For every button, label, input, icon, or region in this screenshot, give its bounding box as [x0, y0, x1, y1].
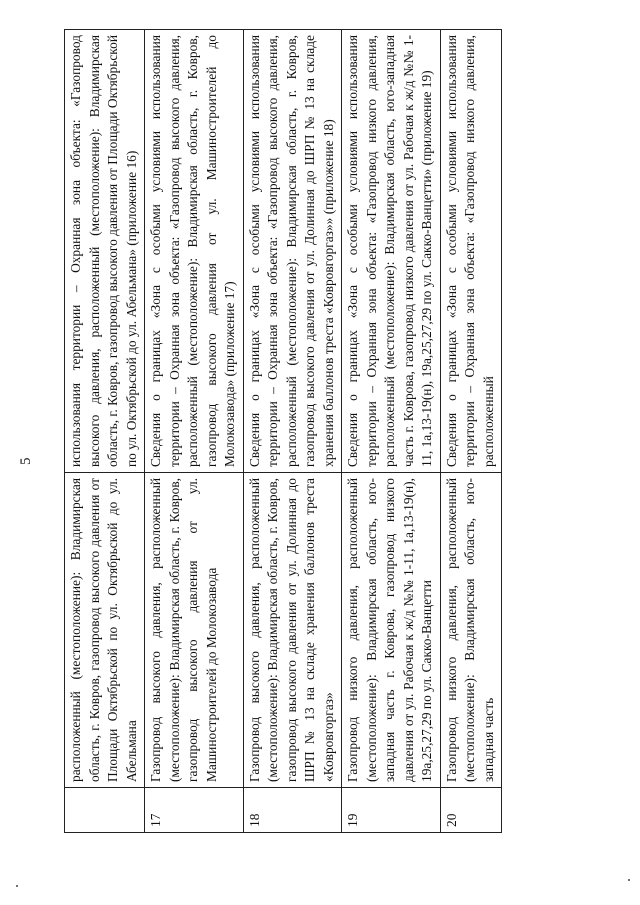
table-row — [440, 30, 502, 833]
object-description: расположенный (местоположение): Владимирская область, г. Ковров, газопровод высокого давления от Площади Октябрьской по ул. Октябрьской до ул. Абельмана — [65, 473, 145, 788]
object-description: Газопровод высокого давления, расположенный (местоположение): Владимирская область, г. Ковров, газопровод высокого давления от ул. Долинная до ШРП № 13 на складе хранения баллонов треста «Ковровгоргаз» — [243, 473, 342, 788]
row-number — [65, 788, 145, 833]
zone-information: Сведения о границах «Зона с особыми условиями использования территории – Охранная зона объекта: «Газопровод высокого давления, расположенный (местоположение): Владимирская область, г. Ковров, газопровод высокого давления от ул. Машиностроителей до Молокозавода» (приложение 17) — [145, 30, 244, 473]
object-description: Газопровод низкого давления, расположенный (местоположение): Владимирская область, юго-западная часть г. Коврова, газопровод низкого давления от ул. Рабочая к ж/д №№ 1-11, 1а,13-19(н), 19а,25,27,29 по ул. Сакко-Ванцетти — [342, 473, 441, 788]
zone-information: Сведения о границах «Зона с особыми условиями использования территории – Охранная зона объекта: «Газопровод низкого давления, расположенный — [440, 30, 502, 473]
row-number: 17 — [145, 788, 244, 833]
row-number: 19 — [342, 788, 441, 833]
object-description: Газопровод низкого давления, расположенный (местоположение): Владимирская область, юго-западная часть — [440, 473, 502, 788]
zone-information: Сведения о границах «Зона с особыми условиями использования территории – Охранная зона объекта: «Газопровод низкого давления, расположенный (местоположение): Владимирская область, юго-западная часть г. Коврова, газопровод низкого давления от ул. Рабочая к ж/д №№ 1-11, 1а,13-19(н), 19а,25,27,29 по ул. Сакко-Ванцетти» (приложение 19) — [342, 30, 441, 473]
table-row — [145, 30, 244, 833]
row-number: 20 — [440, 788, 502, 833]
table-row — [65, 30, 145, 833]
page-number: 5 — [18, 457, 34, 465]
table-row — [243, 30, 342, 833]
scan-speck — [628, 879, 630, 881]
zone-information: Сведения о границах «Зона с особыми условиями использования территории – Охранная зона объекта: «Газопровод высокого давления, расположенный (местоположение): Владимирская область, г. Ковров, газопровод высокого давления от ул. Долинная до ШРП № 13 на складе хранения баллонов треста «Ковровгоргаз»» (приложение 18) — [243, 30, 342, 473]
object-description: Газопровод высокого давления, расположенный (местоположение): Владимирская область, г. Ковров, газопровод высокого давления от ул. Машиностроителей до Молокозавода — [145, 473, 244, 788]
row-number: 18 — [243, 788, 342, 833]
zones-table — [64, 29, 502, 833]
table-row — [342, 30, 441, 833]
scan-speck — [16, 885, 18, 887]
zone-information: использования территории – Охранная зона объекта: «Газопровод высокого давления, расположенный (местоположение): Владимирская область, г. Ковров, газопровод высокого давления от Площади Октябрьской по ул. Октябрьской до ул. Абельмана» (приложение 16) — [65, 30, 145, 473]
